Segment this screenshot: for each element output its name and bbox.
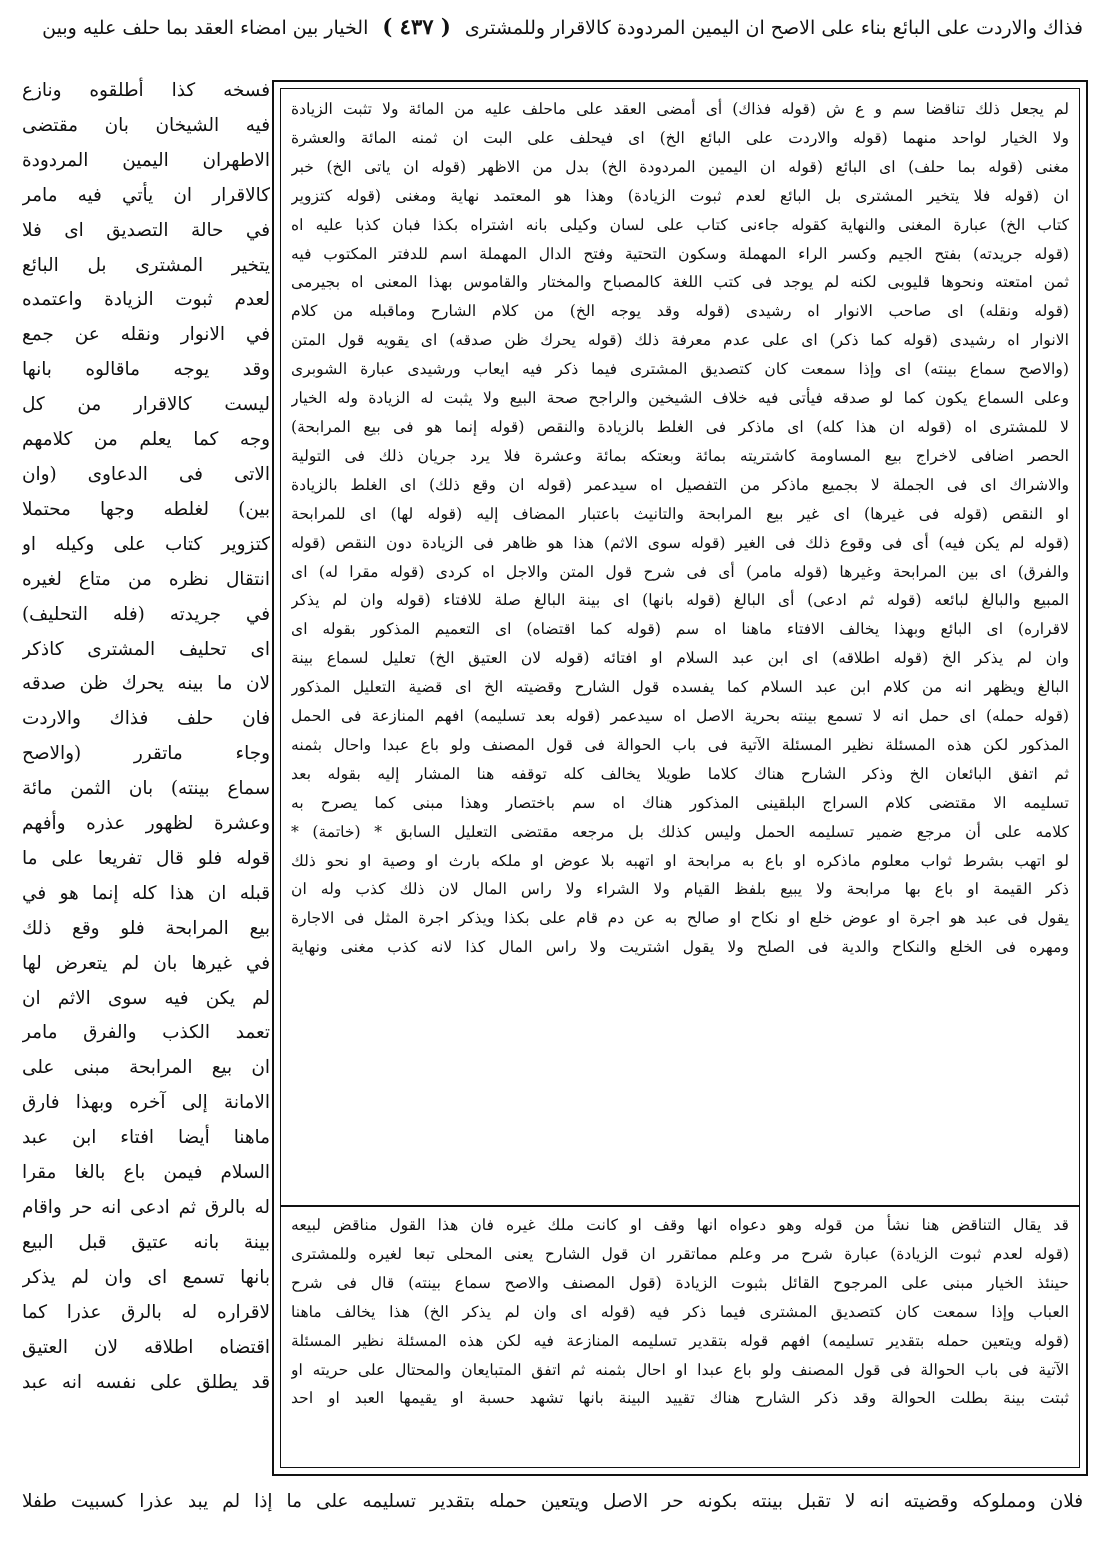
margin-text-line: اقتضاه اطلاقه لان العتيق xyxy=(22,1336,270,1358)
margin-text-line: في حالة التصديق اى فلا xyxy=(22,219,270,241)
margin-text-line: وقد يوجه ماقالوه بانها xyxy=(22,359,270,381)
margin-text-line: كالاقرار ان يأتي فيه مامر xyxy=(22,184,270,206)
margin-text-line: بيع المرابحة فلو وقع ذلك xyxy=(22,917,270,939)
commentary-text-line: تسليمه الا مقتضى كلام السراج البلقينى المذكور هناك اه سم باختصار وهذا مبنى كما يصرح به xyxy=(291,793,1069,812)
margin-text-line: في غيرها بان لم يتعرض لها xyxy=(22,952,270,974)
margin-text-line: ليست كالاقرار من كل xyxy=(22,394,270,416)
commentary-text-line: لم يجعل ذلك تناقضا سم و ع ش (قوله فذاك) أى أمضى العقد على ماحلف عليه من المائة ولا تثبت الزيادة xyxy=(291,100,1069,118)
page-number: ( ٤٣٧ ) xyxy=(382,14,451,39)
commentary-frame xyxy=(272,80,1088,1476)
lower-commentary-text xyxy=(291,1211,1069,1469)
commentary-text-line: او النقص (قوله فى غيرها) اى غير بيع المرابحة والتانيث باعتبار المضاف إليه (قوله لها) اى للمرابحة xyxy=(291,504,1069,523)
commentary-text-line: وعلى السماع يكون كما لو صدقه فيأتى فيه خلاف الشيخين والراجح صحة البيع ولا يثبت له الزيادة وله الخيار xyxy=(291,389,1069,408)
lower-commentary-line: الآتية فى باب الحوالة فى قول المصنف ولو باع عبدا او احال بثمنه ثم اتفق المتبايعان والمحتال على حريته او xyxy=(291,1360,1069,1379)
margin-text-line: السلام فيمن باع بالغا مقرا xyxy=(22,1162,270,1184)
header-running-title: فذاك والاردت على البائع بناء على الاصح ان اليمين المردودة كالاقرار وللمشترى xyxy=(464,17,1083,39)
margin-text-line: قد يطلق على نفسه انه عبد xyxy=(22,1371,270,1393)
commentary-text-line: لو اتهب بشرط ثواب معلوم ماذكره او باع به مرابحة او اتهبه بلا عوض او ملكه بارث او وصية او نحو ذلك xyxy=(291,851,1069,870)
commentary-text-line: يقول فى عبد هو اجرة او عوض خلع او نكاح او صالح به عن دم قام على بكذا ويذكر اجرة المثل فى الاجارة xyxy=(291,909,1069,928)
commentary-text-line: المذكور لكن هذه المسئلة نظير المسئلة الآتية فى باب الحوالة فى قول المصنف ولو باع عبدا واحال بثمنه xyxy=(291,735,1069,754)
margin-text-line: تعمد الكذب والفرق مامر xyxy=(22,1022,270,1044)
lower-commentary-line: ثبتت بينة بطلت الحوالة وقد ذكر الشارح هناك تقييد البينة بانها تشهد حسبة او يقيمها العبد او احد xyxy=(291,1389,1069,1408)
commentary-text-line: (قوله ونقله) اى صاحب الانوار اه رشيدى (قوله وقد يوجه الخ) من كلام الشارح وماقبله من كلام xyxy=(291,302,1069,321)
margin-text-line: وجه كما يعلم من كلامهم xyxy=(22,429,270,451)
section-divider xyxy=(281,1205,1079,1207)
main-commentary-text xyxy=(291,95,1069,1197)
commentary-text-line: ثم اتفق البائعان الخ وذكر الشارح هناك كلاما طويلا يخالف كله توقفه هنا المشار إليه بقوله بعد xyxy=(291,764,1069,783)
margin-text-line: قوله فلو قال تفريعا على ما xyxy=(22,847,270,869)
margin-text-line: وعشرة لظهور عذره وأفهم xyxy=(22,813,270,835)
margin-text-line: ان بيع المرابحة مبنى على xyxy=(22,1057,270,1079)
margin-text-line: سماع بينته) بان الثمن مائة xyxy=(22,778,270,800)
commentary-text-line: (قوله لم يكن فيه) أى فى وقوع ذلك فى الغير (قوله سوى الاثم) هذا هو ظاهر فى الزيادة دون النقص (قوله xyxy=(291,533,1069,552)
lower-commentary-line: العباب وإذا سمعت كان كتصديق المشترى فيما ذكر فيه (قوله اى وان لم يذكر الخ) هذا يخالف ماهنا xyxy=(291,1302,1069,1321)
commentary-text-line: ولا الخيار لواحد منهما (قوله والاردت على البائع الخ) اى فيحلف على البت ان ثمنه المائة والعشرة xyxy=(291,128,1069,147)
margin-text-line: فان حلف فذاك والاردت xyxy=(22,708,270,730)
lower-commentary-line: (قوله لعدم ثبوت الزيادة) عبارة شرح مر وعلم مماتقرر ان قول الشارح يعنى المحلى تبعا لغيره وللمشترى xyxy=(291,1244,1069,1263)
margin-text-line: اى تحليف المشترى كاذكر xyxy=(22,638,270,660)
commentary-text-line: والاشراك اى فى الجملة لا بجميع ماذكر من التفصيل اه سيدعمر (قوله ان وقع ذلك) اى الغلط بالزيادة xyxy=(291,475,1069,494)
margin-text-line: لعدم ثبوت الزيادة واعتمده xyxy=(22,289,270,311)
commentary-text-line: ثمن امتعته ونحوها قليوبى لكنه لم يوجد فى كتب اللغة كالمصباح والمختار والقاموس بهذا المعنى اه بجيرمى xyxy=(291,273,1069,292)
lower-commentary-line xyxy=(291,1413,1069,1442)
margin-text-line: في الانوار ونقله عن جمع xyxy=(22,324,270,346)
lower-commentary-line: (قوله ويتعين حمله بتقدير تسليمه) افهم قوله بتقدير تسليمه المنازعة فيه لكن هذه المسئلة نظير المسئلة xyxy=(291,1331,1069,1350)
footer-text-line: فلان ومملوكه وقضيته انه لا تقبل بينته بكونه حر الاصل ويتعين حمله بتقدير تسليمه على ما إذا لم يبد عذرا كسبيت طفلا xyxy=(22,1491,1083,1512)
commentary-text-line: البالغ ويظهر انه من كلام ابن عبد السلام كما يفسده قول الشارح وقضيته الخ اى قضية التعليل المذكور xyxy=(291,678,1069,697)
commentary-text-line: لاقراره) اى البائع وبهذا يخالف الافتاء ماهنا اه سم (قوله كما اقتضاه) اى التعميم المذكور بقوله اى xyxy=(291,620,1069,639)
margin-text-line: بين) لغلطه وجها محتملا xyxy=(22,498,270,520)
commentary-text-line: ذكر القيمة او باع بها مرابحة ولا يبيع بلفظ القيام ولا الشراء ولا راس المال لان ذلك كذب وله ان xyxy=(291,880,1069,899)
page-header xyxy=(22,12,1083,76)
commentary-text-line: كلامه على أن مرجع ضمير تسليمه الحمل وليس كذلك بل مرجعه مقتضى التعليل السابق * (خاتمة) * xyxy=(291,822,1069,841)
commentary-text-line: مغنى (قوله بما حلف) اى البائع (قوله ان اليمين المردودة الخ) بدل من الاظهر (قوله ان ياتى الخ) خبر xyxy=(291,157,1069,176)
margin-text-line: فيه الشيخان بان مقتضى xyxy=(22,114,270,136)
commentary-text-line: (والاصح سماع بينته) اى وإذا سمعت كان كتصديق المشترى فيما ذكر فيه ايعاب ورشيدى عبارة الشوبرى xyxy=(291,360,1069,379)
margin-text-line: لم يكن فيه سوى الاثم ان xyxy=(22,987,270,1009)
commentary-text-line: كتاب الخ) عبارة المغنى والنهاية كقوله جاءنى كتاب على لسان وكيلى بانه اشتراه بكذا فبان كذبا عليه اه xyxy=(291,215,1069,234)
commentary-text-line: (قوله حمله) اى حمل انه لا تسمع بينته بحرية الاصل اه سيدعمر (قوله بعد تسليمه) افهم المنازعة فى الحمل xyxy=(291,707,1069,726)
commentary-frame-inner-border xyxy=(280,88,1080,1468)
lower-commentary-line: قد يقال التناقض هنا نشأ من قوله وهو دعواه انها وقف او كانت ملك غيره فان هذا القول مناقض لبيعه xyxy=(291,1216,1069,1234)
commentary-text-line: ان (قوله فلا يتخير المشترى بل البائع لعدم ثبوت الزيادة) وهذا هو المعتمد نهاية ومغنى (قوله كتزوير xyxy=(291,186,1069,205)
margin-text-line: انتقال نظره من متاع لغيره xyxy=(22,568,270,590)
margin-text-line: الاطهران اليمين المردودة xyxy=(22,149,270,171)
commentary-text-line: والفرق) اى بين المرابحة وغيرها (قوله مامر) أى فى شرح قول المتن والاجل اه كردى (قوله مقرا له) اى xyxy=(291,562,1069,581)
header-running-title-end: الخيار بين امضاء العقد بما حلف عليه وبين xyxy=(42,17,369,39)
margin-text-line: ماهنا أيضا افتاء ابن عبد xyxy=(22,1127,270,1149)
page-footer-continuation xyxy=(22,1486,1083,1546)
margin-text-line: الامانة إلى آخره وبهذا فارق xyxy=(22,1092,270,1114)
commentary-text-line: (قوله جريدته) بفتح الجيم وكسر الراء المهملة وسكون التحتية وفتح الدال المهملة اسم للدفتر المكتوب فيه xyxy=(291,244,1069,263)
commentary-text-line: الحصر اضافى لاخراج بيع المساومة كاشتريته بمائة وبعتكه بمائة وعشرة فلا يرد جريان ذلك فى التولية xyxy=(291,446,1069,465)
commentary-text-line: وان لم يذكر الخ (قوله اطلاقه) اى ابن عبد السلام او افتائه (قوله لان العتيق الخ) تعليل لسماع بينة xyxy=(291,649,1069,668)
margin-text-line: فسخه كذا أطلقوه ونازع xyxy=(22,80,270,101)
margin-text-line: الاتى فى الدعاوى (وان xyxy=(22,463,270,485)
margin-text-line: وجاء ماتقرر (والاصح xyxy=(22,743,270,765)
commentary-text-line: المبيع والبالغ لبائعه (قوله ثم ادعى) أى البالغ (قوله بانها) اى بينة البالغ صلة للافتاء (قوله وان لم يذكر xyxy=(291,591,1069,610)
margin-text-line: بينة بانه عتيق قبل البيع xyxy=(22,1231,270,1253)
margin-text-line: في جريدته (فله التحليف) xyxy=(22,603,270,625)
margin-text-line: قبله ان هذا كله إنما هو في xyxy=(22,882,270,904)
commentary-text-line: الانوار اه رشيدى (قوله كما ذكر) اى على عدم معرفة ذلك (قوله يحرك ظن صدقه) اى يقويه قول المتن xyxy=(291,331,1069,350)
margin-text-line: بانها تسمع اى وان لم يذكر xyxy=(22,1266,270,1288)
margin-text-line: كتزوير كتاب على وكيله او xyxy=(22,533,270,555)
margin-text-line: يتخير المشترى بل البائع xyxy=(22,254,270,276)
margin-commentary-column xyxy=(22,74,270,1474)
lower-commentary-line xyxy=(291,1442,1069,1469)
commentary-text-line: لا للمشترى اه (قوله ان هذا كله) اى ماذكر فى الغلط بالزيادة والنقص (قوله إنما هو فى بيع المرابحة) xyxy=(291,417,1069,436)
margin-text-line: له بالرق ثم ادعى انه حر واقام xyxy=(22,1197,270,1218)
lower-commentary-line: حينئذ الخيار مبنى على المرجوح القائل بثبوت الزيادة (قول المصنف والاصح سماع بينته) قال فى شرح xyxy=(291,1273,1069,1292)
margin-text-line: لان ما بينه يحرك ظن صدقه xyxy=(22,673,270,695)
margin-text-line: لاقراره له بالرق عذرا كما xyxy=(22,1301,270,1323)
commentary-text-line: ومهره فى الخلع والنكاح والدية فى الصلح ولا يقول اشتريت ولا راس المال كذا لانه كذب مغنى ونهاية xyxy=(291,938,1069,957)
